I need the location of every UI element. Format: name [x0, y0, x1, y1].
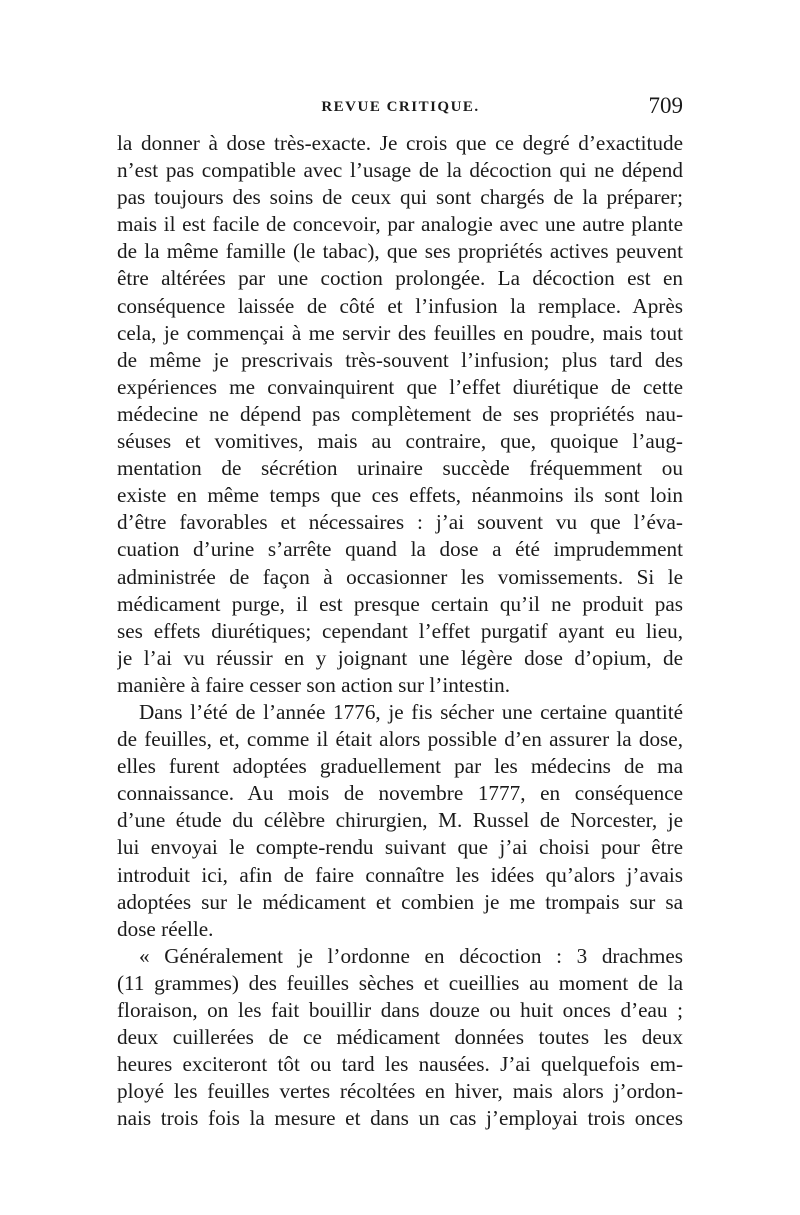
text-line: « Généralement je l’ordonne en décoction : 3 drachmes: [139, 943, 683, 968]
text-line: heures exciteront tôt ou tard les nausées. J’ai quelquefois em-: [117, 1052, 683, 1077]
text-line: existe en même temps que ces effets, néanmoins ils sont loin: [117, 483, 683, 508]
text-line: expériences me convainquirent que l’effet diurétique de cette: [117, 374, 683, 399]
text-line: séuses et vomitives, mais au contraire, que, quoique l’aug-: [117, 429, 683, 454]
running-head-title: REVUE CRITIQUE.: [321, 99, 480, 115]
body-text: [117, 130, 683, 1132]
text-line: la donner à dose très-exacte. Je crois que ce degré d’exactitude: [117, 131, 683, 155]
text-line: floraison, on les fait bouillir dans douze ou huit onces d’eau ;: [117, 998, 683, 1022]
text-line: conséquence laissée de côté et l’infusion la remplace. Après: [117, 293, 683, 318]
text-line: elles furent adoptées graduellement par les médecins de ma: [117, 754, 683, 779]
text-line: pas toujours des soins de ceux qui sont chargés de la préparer;: [117, 185, 683, 210]
text-line: Dans l’été de l’année 1776, je fis sécher une certaine quantité: [139, 699, 683, 724]
text-line: médecine ne dépend pas complètement de ses propriétés nau-: [117, 401, 683, 426]
text-line: connaissance. Au mois de novembre 1777, en conséquence: [117, 781, 683, 806]
text-line: lui envoyai le compte-rendu suivant que j’ai choisi pour être: [117, 835, 683, 860]
text-line: deux cuillerées de ce médicament données toutes les deux: [117, 1025, 683, 1050]
text-line: (11 grammes) des feuilles sèches et cueillies au moment de la: [117, 970, 683, 995]
text-line: mais il est facile de concevoir, par analogie avec une autre plante: [117, 212, 683, 237]
text-line: ployé les feuilles vertes récoltées en hiver, mais alors j’ordon-: [117, 1079, 683, 1104]
text-line: être altérées par une coction prolongée. La décoction est en: [117, 266, 683, 291]
text-line: d’être favorables et nécessaires : j’ai souvent vu que l’éva-: [117, 510, 683, 535]
text-line: je l’ai vu réussir en y joignant une légère dose d’opium, de: [117, 645, 683, 670]
text-line: de feuilles, et, comme il était alors possible d’en assurer la dose,: [117, 727, 683, 752]
text-line: administrée de façon à occasionner les vomissements. Si le: [117, 564, 683, 589]
text-line: n’est pas compatible avec l’usage de la décoction qui ne dépend: [117, 158, 683, 183]
text-line: d’une étude du célèbre chirurgien, M. Russel de Norcester, je: [117, 808, 683, 833]
text-line: médicament purge, il est presque certain qu’il ne produit pas: [117, 591, 683, 616]
text-line: de la même famille (le tabac), que ses propriétés actives peuvent: [117, 239, 683, 264]
text-line: cuation d’urine s’arrête quand la dose a été imprudemment: [117, 537, 683, 562]
text-line: mentation de sécrétion urinaire succède fréquemment ou: [117, 456, 683, 481]
text-line: ses effets diurétiques; cependant l’effet purgatif ayant eu lieu,: [117, 618, 683, 643]
text-line: nais trois fois la mesure et dans un cas j’employai trois onces: [117, 1106, 683, 1131]
text-line: manière à faire cesser son action sur l’intestin.: [117, 672, 510, 697]
running-header: [118, 93, 683, 123]
text-line: introduit ici, afin de faire connaître les idées qu’alors j’avais: [117, 862, 683, 887]
text-line: dose réelle.: [117, 916, 214, 941]
page-number: 709: [648, 93, 683, 118]
text-line: cela, je commençai à me servir des feuilles en poudre, mais tout: [117, 320, 683, 345]
text-line: adoptées sur le médicament et combien je me trompais sur sa: [117, 889, 683, 914]
text-line: de même je prescrivais très-souvent l’infusion; plus tard des: [117, 347, 683, 372]
